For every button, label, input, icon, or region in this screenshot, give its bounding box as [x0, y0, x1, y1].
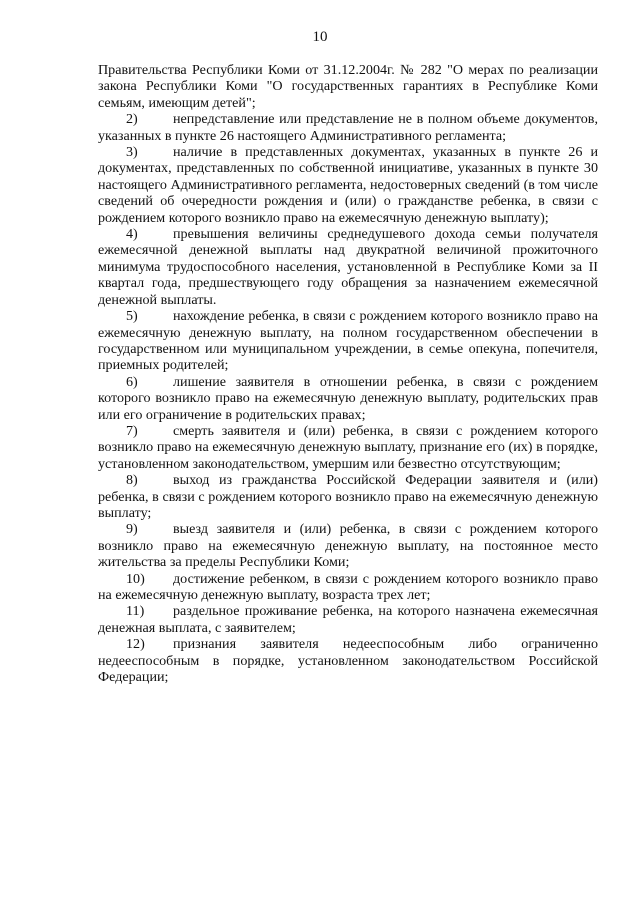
item-text: наличие в представленных документах, указанных в пункте 26 и документах, представленных по собственной инициативе, указанных в пункте 30 настоящего Административного регламента, недостоверных сведений (в том числе сведений об очередности рождения и (или) о гражданстве ребенка, в связи с рождением которого возникло право на ежемесячную денежную выплату); [98, 144, 598, 226]
item-text: достижение ребенком, в связи с рождением которого возникло право на ежемесячную денежную выплату, возраста трех лет; [98, 570, 598, 603]
item-number: 12) [126, 636, 145, 653]
item-text: смерть заявителя и (или) ребенка, в связи с рождением которого возникло право на ежемесячную денежную выплату, признание его (их) в порядке, установленном законодательством, умершим или безвестно отсутствующим; [98, 422, 598, 472]
item-text: признания заявителя недееспособным либо ограниченно недееспособным в порядке, установленном законодательством Российской Федерации; [98, 636, 598, 686]
item-text: раздельное проживание ребенка, на которого назначена ежемесячная денежная выплата, с заявителем; [98, 603, 598, 636]
list-item-4 [98, 226, 598, 308]
list-item-2 [98, 111, 598, 144]
item-text: лишение заявителя в отношении ребенка, в связи с рождением которого возникло право на ежемесячную денежную выплату, родительских прав или его ограничение в родительских правах; [98, 373, 598, 423]
list-item-7 [98, 423, 598, 472]
item-text: непредставление или представление не в полном объеме документов, указанных в пункте 26 настоящего Административного регламента; [98, 111, 598, 144]
page-number: 10 [312, 29, 328, 45]
item-number: 8) [126, 472, 138, 489]
intro-paragraph: Правительства Республики Коми от 31.12.2004г. № 282 "О мерах по реализации закона Республики Коми "О государственных гарантиях в Республике Коми семьям, имеющим детей"; [98, 62, 598, 111]
item-number: 4) [126, 226, 138, 243]
item-text: превышения величины среднедушевого дохода семьи получателя ежемесячной денежной выплаты над двукратной величиной прожиточного минимума трудоспособного населения, установленной в Республике Коми за II квартал года, предшествующего году обращения за назначением ежемесячной денежной выплаты. [98, 226, 598, 308]
list-item-8 [98, 472, 598, 521]
list-item-3 [98, 144, 598, 226]
list-item-9 [98, 521, 598, 570]
document-body [98, 62, 598, 685]
item-text: выезд заявителя и (или) ребенка, в связи с рождением которого возникло право на ежемесячную денежную выплату, на постоянное место жительства за пределы Республики Коми; [98, 521, 598, 571]
item-number: 9) [126, 521, 138, 538]
item-number: 11) [126, 603, 145, 620]
item-number: 5) [126, 308, 138, 325]
item-number: 6) [126, 373, 138, 390]
item-number: 2) [126, 111, 138, 128]
list-item-10 [98, 571, 598, 604]
list-item-12 [98, 636, 598, 685]
item-number: 3) [126, 144, 138, 161]
item-text: выход из гражданства Российской Федерации заявителя и (или) ребенка, в связи с рождением которого возникло право на ежемесячную денежную выплату; [98, 472, 598, 521]
item-number: 7) [126, 422, 138, 439]
item-text: нахождение ребенка, в связи с рождением которого возникло право на ежемесячную денежную выплату, на полном государственном обеспечении в государственном или муниципальном учреждении, в семье опекуна, попечителя, приемных родителей; [98, 308, 598, 374]
list-item-6 [98, 374, 598, 423]
list-item-11 [98, 603, 598, 636]
list-item-5 [98, 308, 598, 374]
item-number: 10) [126, 570, 145, 587]
